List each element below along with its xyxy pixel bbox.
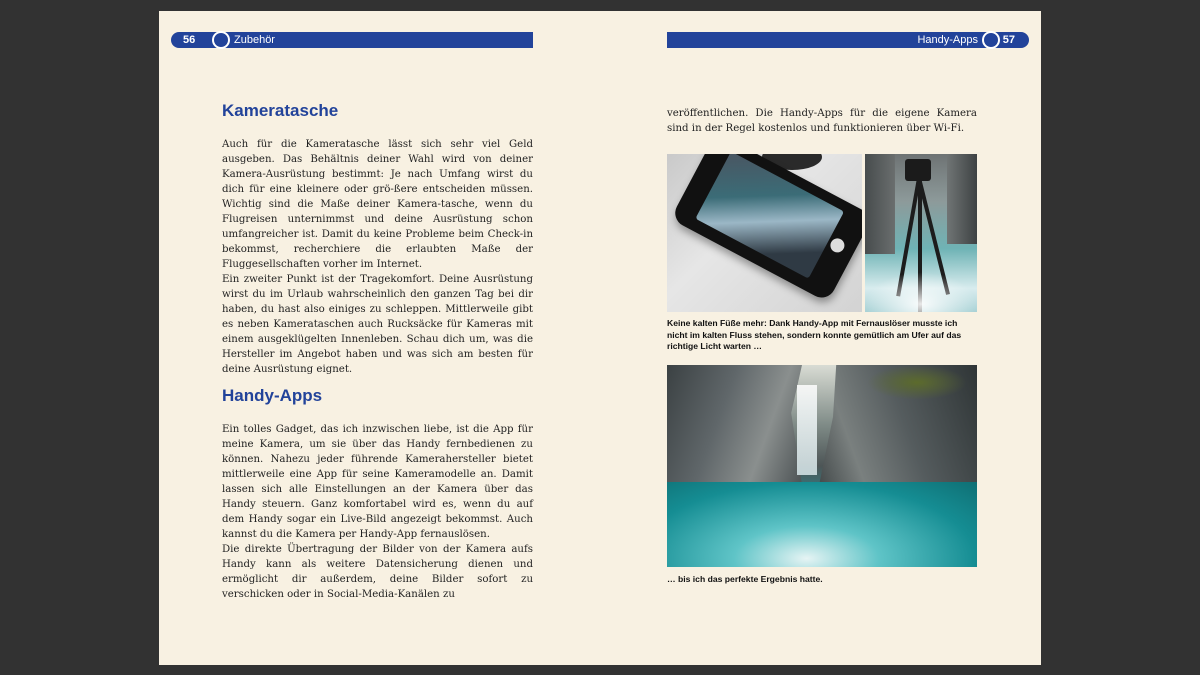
right-page — [600, 11, 1041, 665]
paragraph: Auch für die Kameratasche lässt sich sehr viel Geld ausgeben. Das Behältnis deiner Wahl wird von deiner Kamera-Ausrüstung bestimmt: Je nach Umfang wirst du dich für eine kleinere oder grö-ßere entscheiden müssen. Wichtig sind die Maße deiner Kamera-tasche, wenn du Flugreisen unternimmst und deine Ausrüstung schon umfangreicher ist. Damit du keine Probleme beim Check-in bekommst, recherchiere die erlaubten Maße der Fluggesellschaften vorher im Internet. — [222, 139, 533, 270]
left-page-number: 56 — [183, 34, 196, 46]
turquoise-water — [667, 482, 977, 567]
paragraph: Die direkte Übertragung der Bilder von der Kamera aufs Handy kann als weitere Datensicherung dienen und ermöglicht dir außerdem, deine Bilder sofort zu verschicken oder in Social-Media-Kanälen zu — [222, 544, 533, 600]
tripod-river-photo — [865, 154, 977, 312]
photo-caption: Keine kalten Füße mehr: Dank Handy-App mit Fernauslöser musste ich nicht im kalten Fluss stehen, sondern konnte gemütlich am Ufer auf das richtige Licht warten … — [667, 318, 962, 351]
right-running-title: Handy-Apps — [917, 34, 978, 46]
cliff-left — [667, 365, 802, 485]
left-page — [159, 11, 600, 665]
header-circle-marker — [982, 31, 1000, 49]
gorge-waterfall-photo — [667, 365, 977, 567]
book-spread — [159, 11, 1041, 665]
paragraph: Ein zweiter Punkt ist der Tragekomfort. Deine Ausrüstung wirst du im Urlaub wahrscheinlich den ganzen Tag bei dir haben, du hast also einiges zu schleppen. Mittlerweile gibt es neben Kamerataschen auch Rucksäcke für Kameras mit einem ausgeklügelten Innenleben. Schau dich um, was die Hersteller im Angebot haben und was sich am besten für deine Ausrüstung eignet. — [222, 274, 533, 375]
smartphone — [670, 154, 862, 302]
phone-screen — [695, 154, 844, 279]
shutter-control — [828, 236, 847, 255]
right-page-number: 57 — [1002, 34, 1015, 46]
left-running-title: Zubehör — [234, 34, 275, 46]
phone-app-photo — [667, 154, 862, 312]
rock-left — [865, 154, 895, 254]
foliage — [867, 365, 967, 400]
paragraph: Ein tolles Gadget, das ich inzwischen liebe, ist die App für meine Kamera, um sie über das Handy fernbedienen zu können. Nahezu jeder führende Kamerahersteller bietet mittlerweile eine App für seine Kameramodelle an. Damit lassen sich alle Einstellungen an der Kamera über das Handy steuern. Ganz komfortabel wird es, wenn du auf dem Handy sogar ein Live-Bild angezeigt bekommst. Auch kannst du die Kamera per Handy-App fernauslösen. — [222, 424, 533, 540]
left-header-bar — [171, 32, 533, 48]
continued-paragraph: veröffentlichen. Die Handy-Apps für die eigene Kamera sind in der Regel kostenlos und funktionieren über Wi-Fi. — [667, 108, 977, 134]
camera-body — [905, 159, 931, 181]
water-foam — [865, 272, 977, 312]
rock-right — [947, 154, 977, 244]
waterfall — [797, 385, 817, 475]
right-header-bar — [667, 32, 1029, 48]
photo-caption: … bis ich das perfekte Ergebnis hatte. — [667, 574, 823, 584]
heading-handy-apps: Handy-Apps — [222, 386, 323, 405]
heading-kameratasche: Kameratasche — [222, 101, 339, 120]
header-circle-marker — [212, 31, 230, 49]
